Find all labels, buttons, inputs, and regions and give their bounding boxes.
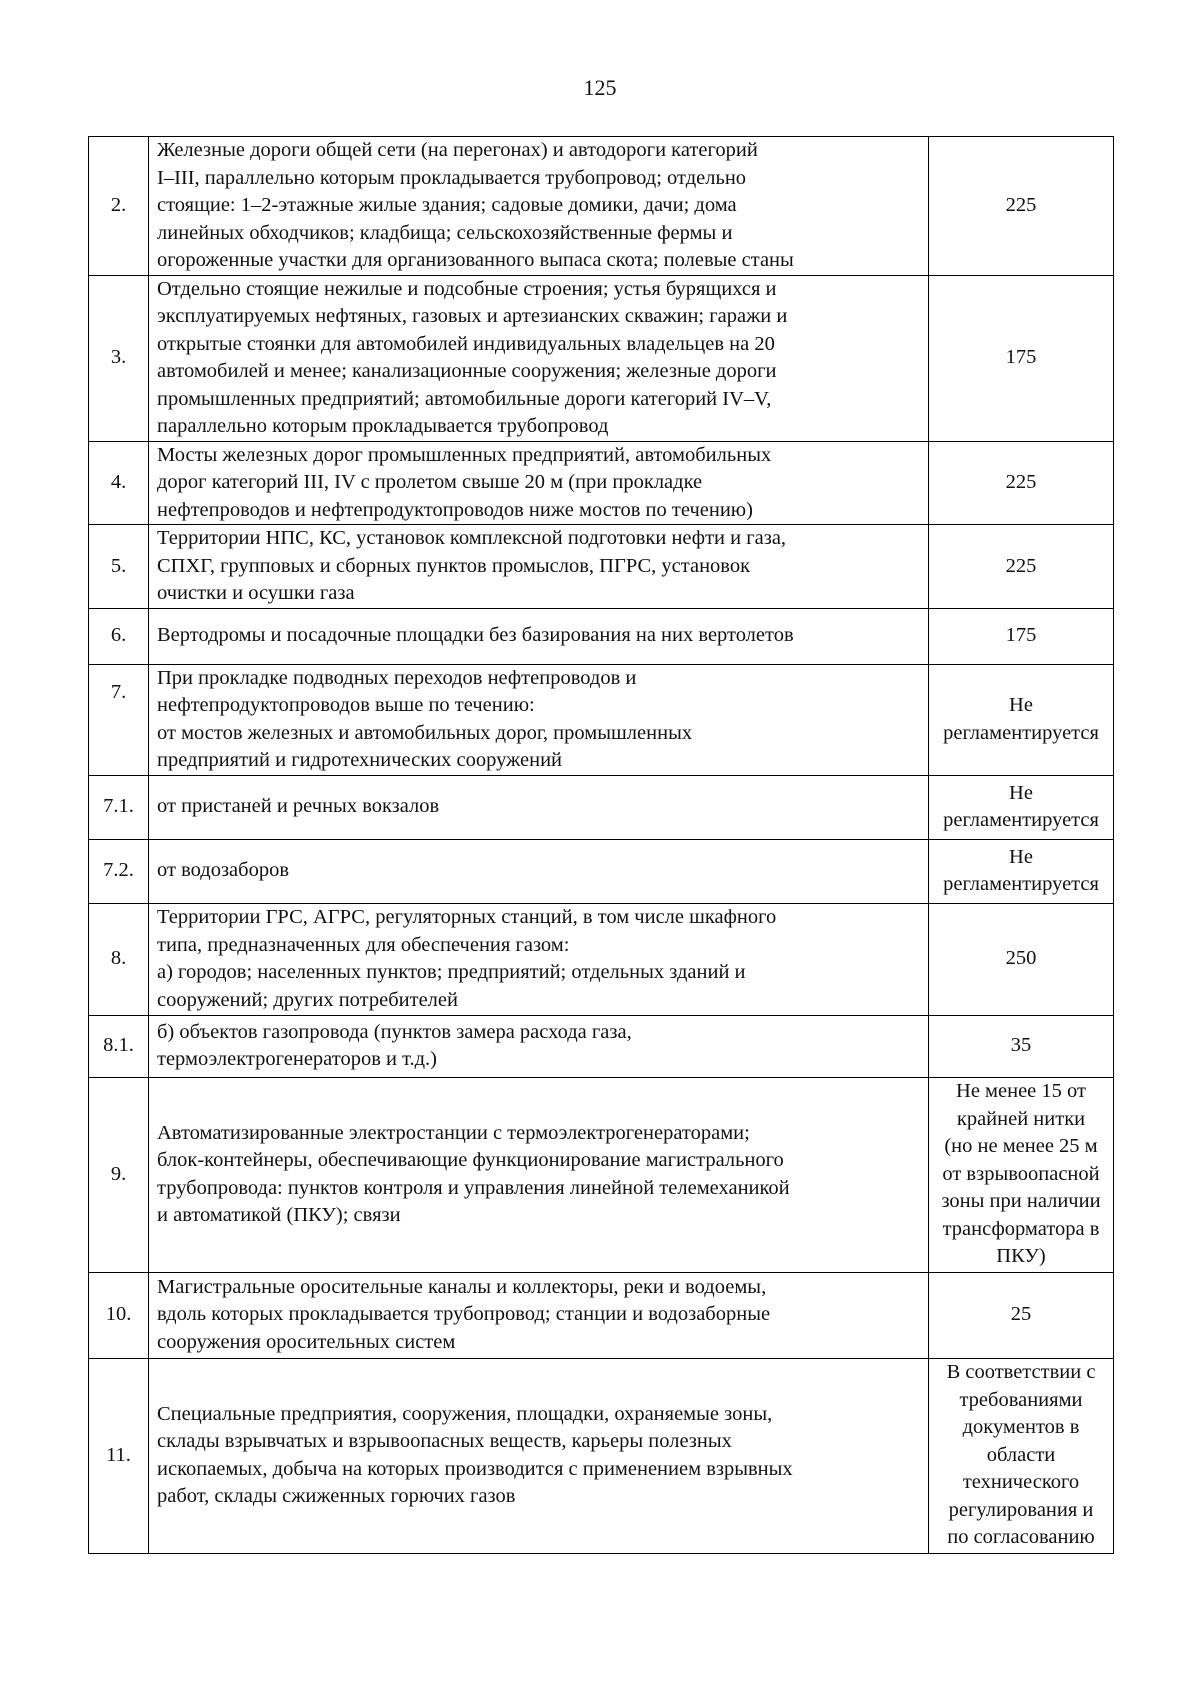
row-number: 7. bbox=[89, 664, 149, 775]
row-value: 225 bbox=[929, 137, 1114, 276]
row-description: Специальные предприятия, сооружения, площадки, охраняемые зоны, склады взрывчатых и взрывоопасных веществ, карьеры полезных ископаемых, добыча на которых производится с применением взрывных работ, склады сжиженных горючих газов bbox=[149, 1358, 929, 1553]
row-value: 175 bbox=[929, 275, 1114, 441]
row-number: 10. bbox=[89, 1272, 149, 1358]
row-description: Территории ГРС, АГРС, регуляторных станций, в том числе шкафного типа, предназначенных для обеспечения газом: а) городов; населенных пунктов; предприятий; отдельных зданий и сооружений; других потребителей bbox=[149, 903, 929, 1015]
row-value: 25 bbox=[929, 1272, 1114, 1358]
table-row bbox=[89, 1358, 1114, 1553]
row-value: Не менее 15 от крайней нитки (но не менее 25 м от взрывоопасной зоны при наличии трансформатора в ПКУ) bbox=[929, 1077, 1114, 1272]
row-number: 6. bbox=[89, 608, 149, 664]
row-value: Не регламентируется bbox=[929, 839, 1114, 903]
row-value: В соответствии с требованиями документов в области технического регулирования и по согласованию bbox=[929, 1358, 1114, 1553]
row-value: 225 bbox=[929, 525, 1114, 609]
row-number: 8.1. bbox=[89, 1015, 149, 1077]
row-number: 3. bbox=[89, 275, 149, 441]
row-description: Железные дороги общей сети (на перегонах) и автодороги категорий I–III, параллельно которым прокладывается трубопровод; отдельно стоящие: 1–2-этажные жилые здания; садовые домики, дачи; дома линейных обходчиков; кладбища; сельскохозяйственные фермы и огороженные участки для организованного выпаса скота; полевые станы bbox=[149, 137, 929, 276]
table-row bbox=[89, 1015, 1114, 1077]
row-number: 2. bbox=[89, 137, 149, 276]
row-description: Отдельно стоящие нежилые и подсобные строения; устья бурящихся и эксплуатируемых нефтяных, газовых и артезианских скважин; гаражи и открытые стоянки для автомобилей индивидуальных владельцев на 20 автомобилей и менее; канализационные сооружения; железные дороги промышленных предприятий; автомобильные дороги категорий IV–V, параллельно которым прокладывается трубопровод bbox=[149, 275, 929, 441]
page-number: 125 bbox=[583, 75, 617, 100]
row-value: 35 bbox=[929, 1015, 1114, 1077]
table-row bbox=[89, 137, 1114, 276]
row-description: Мосты железных дорог промышленных предприятий, автомобильных дорог категорий III, IV с пролетом свыше 20 м (при прокладке нефтепроводов и нефтепродуктопроводов ниже мостов по течению) bbox=[149, 441, 929, 525]
row-description: б) объектов газопровода (пунктов замера расхода газа, термоэлектрогенераторов и т.д.) bbox=[149, 1015, 929, 1077]
row-number: 5. bbox=[89, 525, 149, 609]
row-value: 225 bbox=[929, 441, 1114, 525]
table-row bbox=[89, 664, 1114, 775]
table-row bbox=[89, 275, 1114, 441]
row-description: Вертодромы и посадочные площадки без базирования на них вертолетов bbox=[149, 608, 929, 664]
row-number: 9. bbox=[89, 1077, 149, 1272]
row-description: Магистральные оросительные каналы и коллекторы, реки и водоемы, вдоль которых прокладывается трубопровод; станции и водозаборные сооружения оросительных систем bbox=[149, 1272, 929, 1358]
row-number: 4. bbox=[89, 441, 149, 525]
table-row bbox=[89, 775, 1114, 839]
row-description: от пристаней и речных вокзалов bbox=[149, 775, 929, 839]
table-row bbox=[89, 839, 1114, 903]
row-number: 8. bbox=[89, 903, 149, 1015]
table-row bbox=[89, 903, 1114, 1015]
table-row bbox=[89, 1272, 1114, 1358]
row-value: Не регламентируется bbox=[929, 664, 1114, 775]
table-row bbox=[89, 608, 1114, 664]
table-row bbox=[89, 525, 1114, 609]
row-description: При прокладке подводных переходов нефтепроводов и нефтепродуктопроводов выше по течению: от мостов железных и автомобильных дорог, промышленных предприятий и гидротехнических сооружений bbox=[149, 664, 929, 775]
row-value: 250 bbox=[929, 903, 1114, 1015]
table-row bbox=[89, 441, 1114, 525]
row-description: Территории НПС, КС, установок комплексной подготовки нефти и газа, СПХГ, групповых и сборных пунктов промыслов, ПГРС, установок очистки и осушки газа bbox=[149, 525, 929, 609]
row-number: 11. bbox=[89, 1358, 149, 1553]
row-number: 7.2. bbox=[89, 839, 149, 903]
row-description: от водозаборов bbox=[149, 839, 929, 903]
row-value: 175 bbox=[929, 608, 1114, 664]
table-row bbox=[89, 1077, 1114, 1272]
row-value: Не регламентируется bbox=[929, 775, 1114, 839]
row-number: 7.1. bbox=[89, 775, 149, 839]
row-description: Автоматизированные электростанции с термоэлектрогенераторами; блок-контейнеры, обеспечивающие функционирование магистрального трубопровода: пунктов контроля и управления линейной телемеханикой и автоматикой (ПКУ); связи bbox=[149, 1077, 929, 1272]
distance-table bbox=[88, 136, 1114, 1554]
